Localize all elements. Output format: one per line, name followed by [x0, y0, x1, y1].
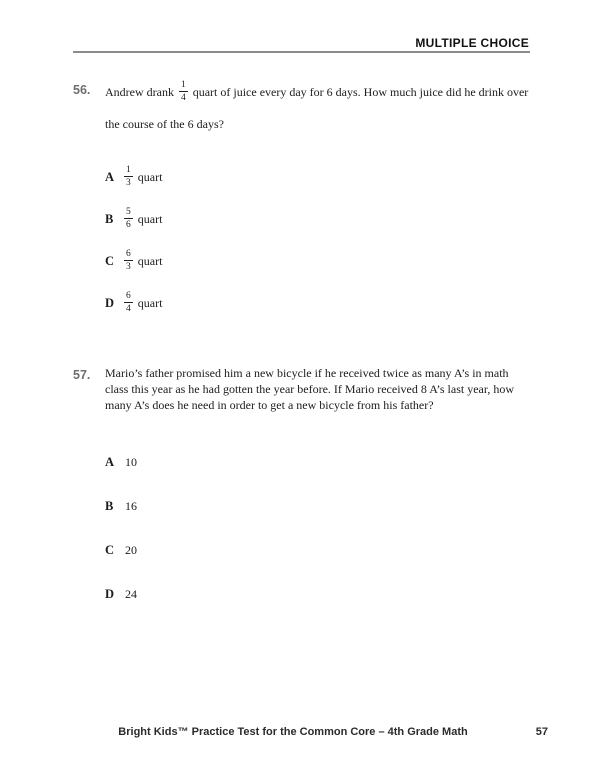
choice-value: 24 [125, 587, 137, 601]
header-divider-rule [73, 51, 530, 53]
choice-56-d [105, 290, 543, 316]
choice-fraction: $\frac{6}{4}$ [126, 290, 131, 315]
choice-letter: D [105, 587, 115, 601]
choice-57-d [105, 581, 543, 607]
choice-letter: B [105, 211, 114, 226]
choice-unit: quart [137, 253, 163, 268]
choice-unit: quart [137, 211, 163, 226]
choice-56-b [105, 206, 543, 232]
question-57-line3: many A’s does he need in order to get a new bicycle from his father? [105, 398, 434, 412]
choice-letter: B [105, 499, 114, 513]
question-56-line1 [105, 80, 543, 104]
choice-letter: A [105, 169, 115, 184]
question-56 [73, 80, 543, 332]
question-56-line1-after: quart of juice every day for 6 days. How much juice did he drink over [192, 84, 529, 99]
choice-letter: C [105, 543, 115, 557]
choice-fraction: $\frac{1}{3}$ [126, 164, 131, 189]
choice-fraction: $\frac{5}{6}$ [126, 206, 131, 231]
question-56-number: 56. [73, 83, 91, 97]
choice-unit: quart [137, 295, 163, 310]
question-56-choices [105, 164, 543, 316]
question-57-number: 57. [73, 368, 91, 382]
choice-56-c [105, 248, 543, 274]
question-57 [73, 365, 543, 625]
fraction-one-fourth: $\frac{1}{4}$ [180, 80, 186, 104]
choice-56-a [105, 164, 543, 190]
question-56-text [105, 80, 543, 132]
choice-value: 20 [125, 543, 137, 557]
choice-letter: D [105, 295, 115, 310]
page-header-title: MULTIPLE CHOICE [415, 36, 529, 50]
footer-book-title: Bright Kids™ Practice Test for the Common Core – 4th Grade Math [118, 726, 468, 738]
choice-unit: quart [137, 169, 163, 184]
question-56-line2: the course of the 6 days? [105, 116, 224, 131]
choice-57-b [105, 493, 543, 519]
question-57-text [105, 365, 543, 413]
question-57-line1: Mario’s father promised him a new bicycle if he received twice as many A’s in math [105, 366, 509, 380]
question-57-choices [105, 449, 543, 607]
choice-value: 10 [125, 455, 137, 469]
choice-value: 16 [125, 499, 137, 513]
footer-page-number: 57 [535, 726, 548, 738]
question-57-line2: class this year as he had gotten the year before. If Mario received 8 A’s last year, how [105, 382, 515, 396]
choice-57-a [105, 449, 543, 475]
choice-letter: C [105, 253, 115, 268]
question-56-line1-before: Andrew drank [105, 84, 174, 99]
choice-57-c [105, 537, 543, 563]
page-footer [0, 726, 600, 738]
choice-letter: A [105, 455, 115, 469]
choice-fraction: $\frac{6}{3}$ [126, 248, 131, 273]
